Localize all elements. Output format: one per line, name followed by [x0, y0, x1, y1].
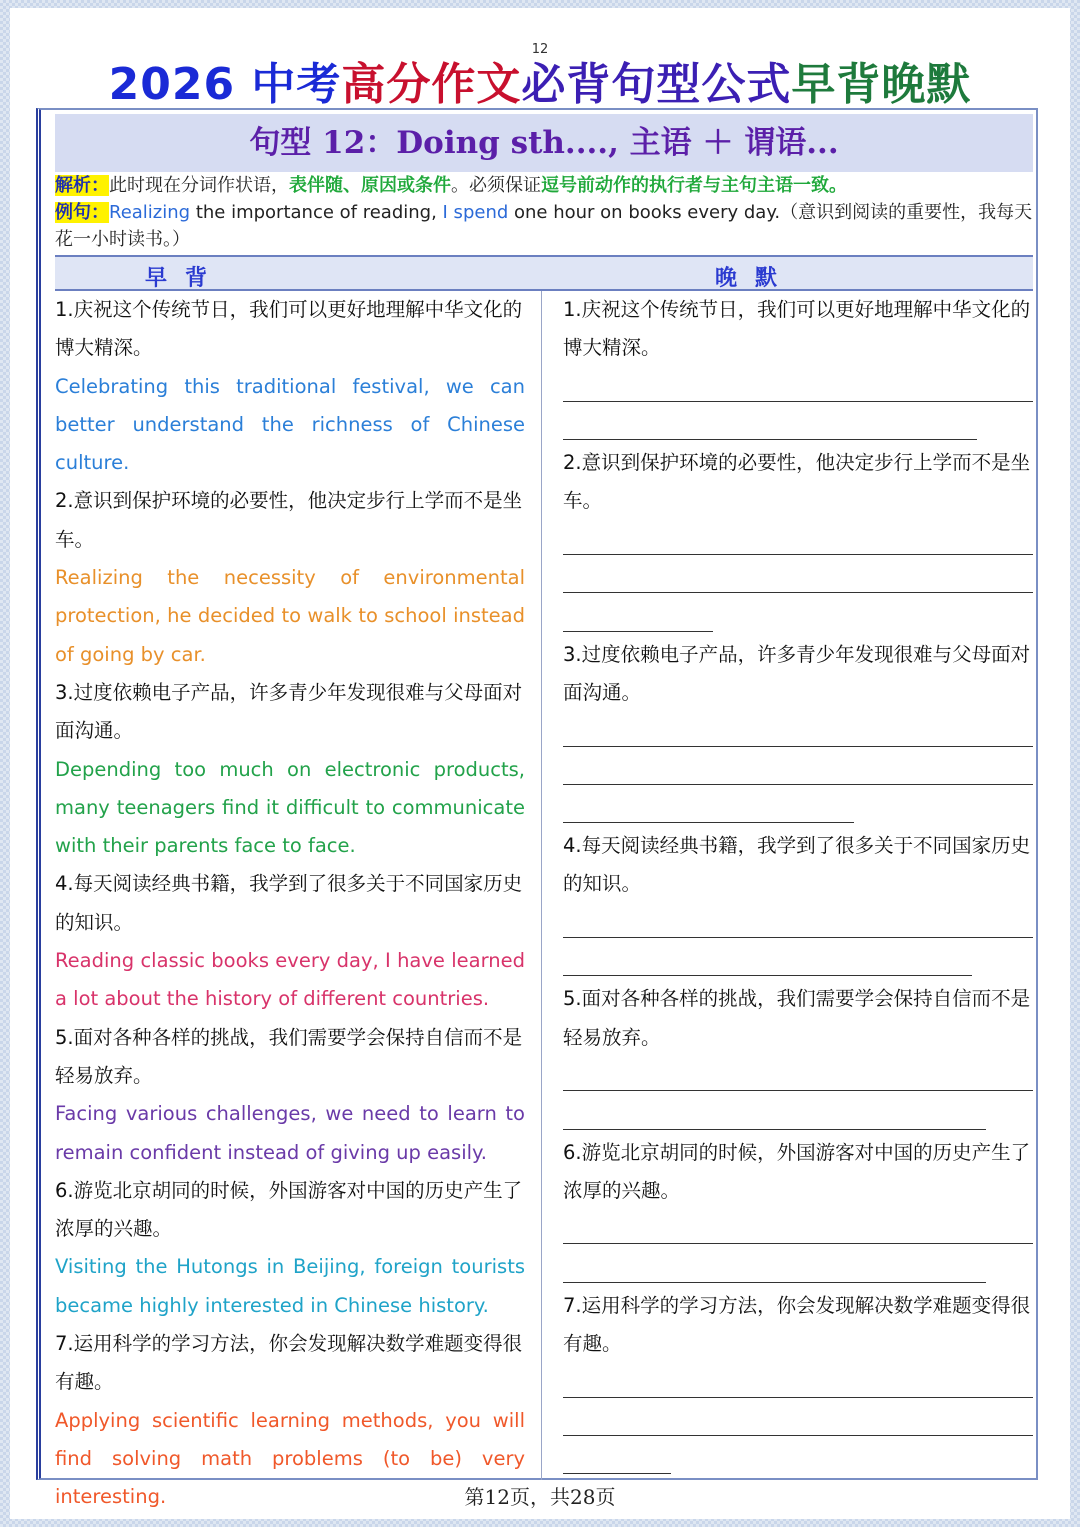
sentence-zh: 6.游览北京胡同的时候，外国游客对中国的历史产生了浓厚的兴趣。 [55, 1178, 523, 1241]
sentence-en: Reading classic books every day, I have learned a lot about the history of different countries. [55, 949, 525, 1011]
practice-zh: 1.庆祝这个传统节日，我们可以更好地理解中华文化的博大精深。 [563, 298, 1031, 360]
sentence-en: Applying scientific learning methods, you will find solving math problems (to be) very interesting. [55, 1408, 525, 1509]
answer-line[interactable] [563, 789, 1033, 827]
practice-zh: 3.过度依赖电子产品，许多青少年发现很难与父母面对面沟通。 [563, 642, 1031, 704]
answer-line[interactable] [563, 942, 1033, 980]
sentence-en: Facing various challenges, we need to learn to remain confident instead of giving up easily. [55, 1102, 525, 1164]
sentence-block-2 [55, 482, 525, 673]
sentence-en: Depending too much on electronic products, many teenagers find it difficult to communicate with their parents face to face. [55, 757, 525, 858]
practice-block-6 [563, 1134, 1033, 1287]
analysis-text-1: 此时现在分词作状语， [109, 175, 289, 196]
example-line [55, 199, 1033, 253]
practice-zh: 7.运用科学的学习方法，你会发现解决数学难题变得很有趣。 [563, 1293, 1031, 1356]
answer-line[interactable] [563, 751, 1033, 789]
sentence-block-5 [55, 1019, 525, 1172]
morning-column [55, 291, 525, 1517]
column-header-evening: 晚默 [715, 265, 796, 291]
answer-line[interactable] [563, 368, 1033, 406]
answer-line[interactable] [563, 559, 1033, 597]
answer-line[interactable] [563, 1248, 1033, 1286]
practice-block-5 [563, 980, 1033, 1133]
example-blue-1: Realizing [109, 202, 191, 223]
sentence-block-4 [55, 865, 525, 1018]
column-divider [541, 291, 542, 1480]
practice-zh: 4.每天阅读经典书籍，我学到了很多关于不同国家历史的知识。 [563, 834, 1031, 896]
answer-line[interactable] [563, 406, 1033, 444]
answer-line[interactable] [563, 1210, 1033, 1248]
practice-block-2 [563, 444, 1033, 635]
example-text-1: the importance of reading, [190, 202, 443, 223]
example-blue-2: I spend [442, 202, 509, 223]
analysis-label: 解析： [55, 175, 109, 196]
page-title [10, 48, 1070, 112]
analysis-green-1: 表伴随、原因或条件 [289, 175, 451, 196]
answer-line[interactable] [563, 1440, 1033, 1478]
page-number: 12 [531, 42, 549, 57]
sentence-en: Realizing the necessity of environmental protection, he decided to walk to school instead of going by car. [55, 566, 525, 666]
pattern-heading: 句型 12：Doing sth...., 主语 ＋ 谓语... [55, 114, 1033, 172]
practice-zh: 6.游览北京胡同的时候，外国游客对中国的历史产生了浓厚的兴趣。 [563, 1140, 1031, 1202]
sentence-zh: 1.庆祝这个传统节日，我们可以更好地理解中华文化的博大精深。 [55, 298, 523, 360]
answer-line[interactable] [563, 597, 1033, 635]
title-part-2: 高分作文 [341, 59, 522, 110]
column-header [55, 255, 1033, 291]
sentence-en: Celebrating this traditional festival, we can better understand the richness of Chinese culture. [55, 374, 525, 475]
evening-column [563, 291, 1033, 1478]
analysis-line [55, 172, 1033, 199]
sentence-zh: 4.每天阅读经典书籍，我学到了很多关于不同国家历史的知识。 [55, 872, 523, 934]
sentence-block-6 [55, 1172, 525, 1325]
title-part-3: 必背句型公式 [521, 59, 792, 110]
analysis-block [55, 172, 1033, 253]
page-footer: 第12页，共28页 [464, 1485, 616, 1509]
practice-block-3 [563, 636, 1033, 827]
practice-block-7 [563, 1287, 1033, 1478]
answer-line[interactable] [563, 904, 1033, 942]
sentence-zh: 3.过度依赖电子产品，许多青少年发现很难与父母面对面沟通。 [55, 680, 523, 743]
answer-line[interactable] [563, 1363, 1033, 1401]
answer-line[interactable] [563, 1402, 1033, 1440]
example-label: 例句： [55, 202, 109, 223]
sentence-block-1 [55, 291, 525, 482]
sentence-zh: 7.运用科学的学习方法，你会发现解决数学难题变得很有趣。 [55, 1332, 523, 1394]
sentence-block-3 [55, 674, 525, 865]
example-text-2: one hour on books every day.（意识到阅读的重要性，我每天花一小时读书。） [55, 202, 1033, 250]
analysis-text-2: 。必须保证 [451, 175, 541, 196]
answer-line[interactable] [563, 1057, 1033, 1095]
answer-line[interactable] [563, 712, 1033, 750]
title-part-4: 早背晚默 [791, 59, 972, 110]
answer-line[interactable] [563, 1095, 1033, 1133]
sentence-zh: 5.面对各种各样的挑战，我们需要学会保持自信而不是轻易放弃。 [55, 1025, 523, 1087]
practice-block-4 [563, 827, 1033, 980]
sentence-zh: 2.意识到保护环境的必要性，他决定步行上学而不是坐车。 [55, 489, 523, 551]
answer-line[interactable] [563, 521, 1033, 559]
practice-block-1 [563, 291, 1033, 444]
title-part-1: 2026 中考 [108, 59, 342, 110]
sentence-en: Visiting the Hutongs in Beijing, foreign tourists became highly interested in Chinese history. [55, 1255, 525, 1317]
practice-zh: 5.面对各种各样的挑战，我们需要学会保持自信而不是轻易放弃。 [563, 987, 1031, 1049]
analysis-green-2: 逗号前动作的执行者与主句主语一致。 [541, 175, 847, 196]
column-header-morning: 早背 [145, 265, 226, 291]
practice-zh: 2.意识到保护环境的必要性，他决定步行上学而不是坐车。 [563, 451, 1031, 513]
